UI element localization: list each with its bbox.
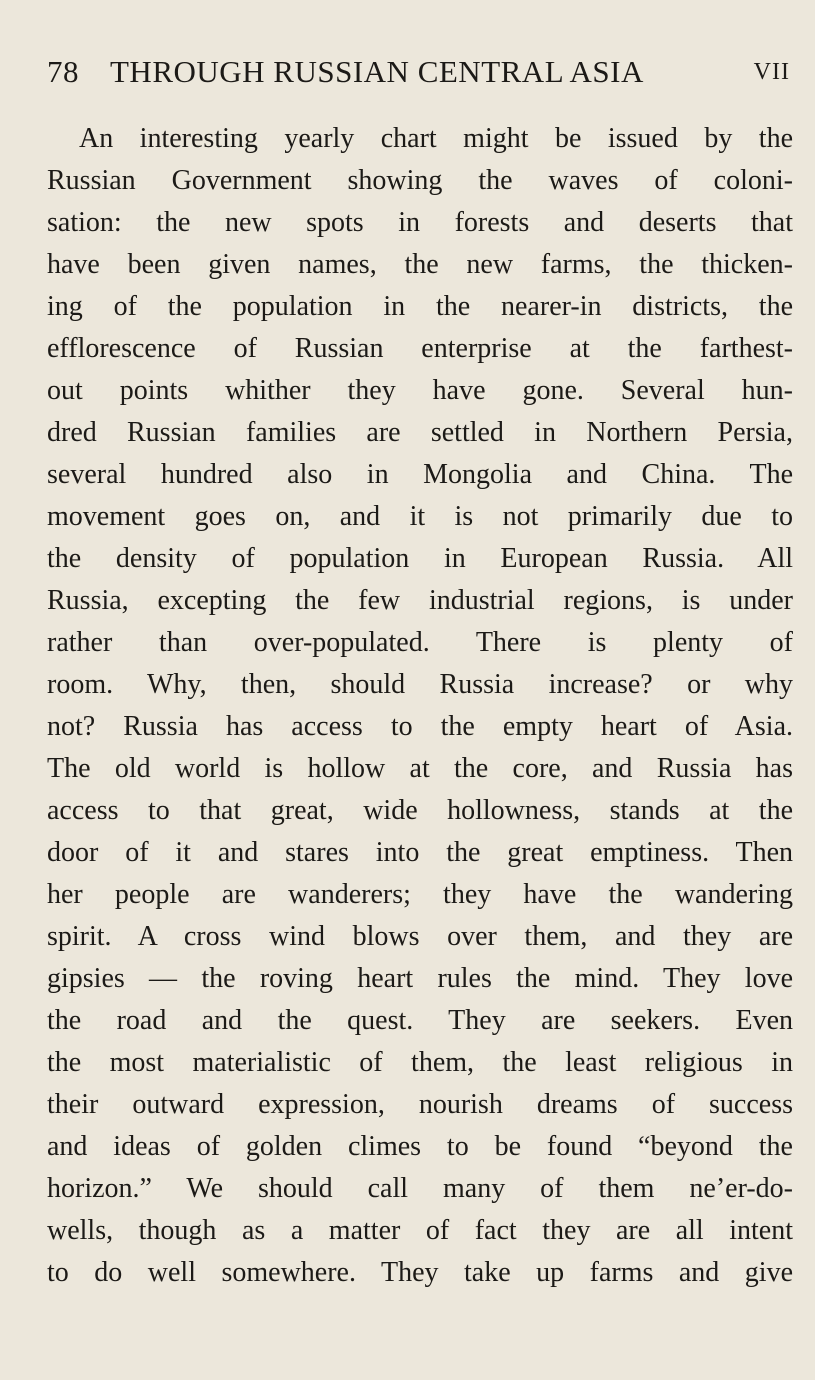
running-title: THROUGH RUSSIAN CENTRAL ASIA bbox=[110, 54, 644, 89]
text-line: have been given names, the new farms, the thicken- bbox=[47, 249, 793, 280]
text-line: not? Russia has access to the empty heart of Asia. bbox=[47, 711, 793, 742]
text-line: The old world is hollow at the core, and Russia has bbox=[47, 753, 793, 784]
chapter-number: VII bbox=[753, 59, 790, 85]
text-line: the road and the quest. They are seekers. Even bbox=[47, 1005, 793, 1036]
running-head bbox=[47, 50, 790, 94]
text-line: rather than over-populated. There is plenty of bbox=[47, 627, 793, 658]
text-line: her people are wanderers; they have the wandering bbox=[47, 879, 793, 910]
text-line: gipsies — the roving heart rules the mind. They love bbox=[47, 963, 793, 994]
text-line: door of it and stares into the great emptiness. Then bbox=[47, 837, 793, 868]
text-line: out points whither they have gone. Several hun- bbox=[47, 375, 793, 406]
text-line: dred Russian families are settled in Northern Persia, bbox=[47, 417, 793, 448]
text-line: Russian Government showing the waves of coloni- bbox=[47, 165, 793, 196]
text-line: the most materialistic of them, the least religious in bbox=[47, 1047, 793, 1078]
text-line: and ideas of golden climes to be found “beyond the bbox=[47, 1131, 793, 1162]
text-line: Russia, excepting the few industrial regions, is under bbox=[47, 585, 793, 616]
text-line: their outward expression, nourish dreams of success bbox=[47, 1089, 793, 1120]
text-line: room. Why, then, should Russia increase? or why bbox=[47, 669, 793, 700]
text-line: An interesting yearly chart might be issued by the bbox=[79, 123, 793, 154]
text-line: movement goes on, and it is not primarily due to bbox=[47, 501, 793, 532]
text-line: wells, though as a matter of fact they are all intent bbox=[47, 1215, 793, 1246]
page-number: 78 bbox=[47, 54, 79, 89]
text-line: access to that great, wide hollowness, stands at the bbox=[47, 795, 793, 826]
body-text bbox=[47, 118, 793, 1294]
text-line: spirit. A cross wind blows over them, and they are bbox=[47, 921, 793, 952]
text-line: efflorescence of Russian enterprise at the farthest- bbox=[47, 333, 793, 364]
text-line: sation: the new spots in forests and deserts that bbox=[47, 207, 793, 238]
text-line: several hundred also in Mongolia and China. The bbox=[47, 459, 793, 490]
text-line: horizon.” We should call many of them ne’er-do- bbox=[47, 1173, 793, 1204]
text-line: ing of the population in the nearer-in districts, the bbox=[47, 291, 793, 322]
text-line: to do well somewhere. They take up farms and give bbox=[47, 1257, 793, 1288]
text-line: the density of population in European Russia. All bbox=[47, 543, 793, 574]
